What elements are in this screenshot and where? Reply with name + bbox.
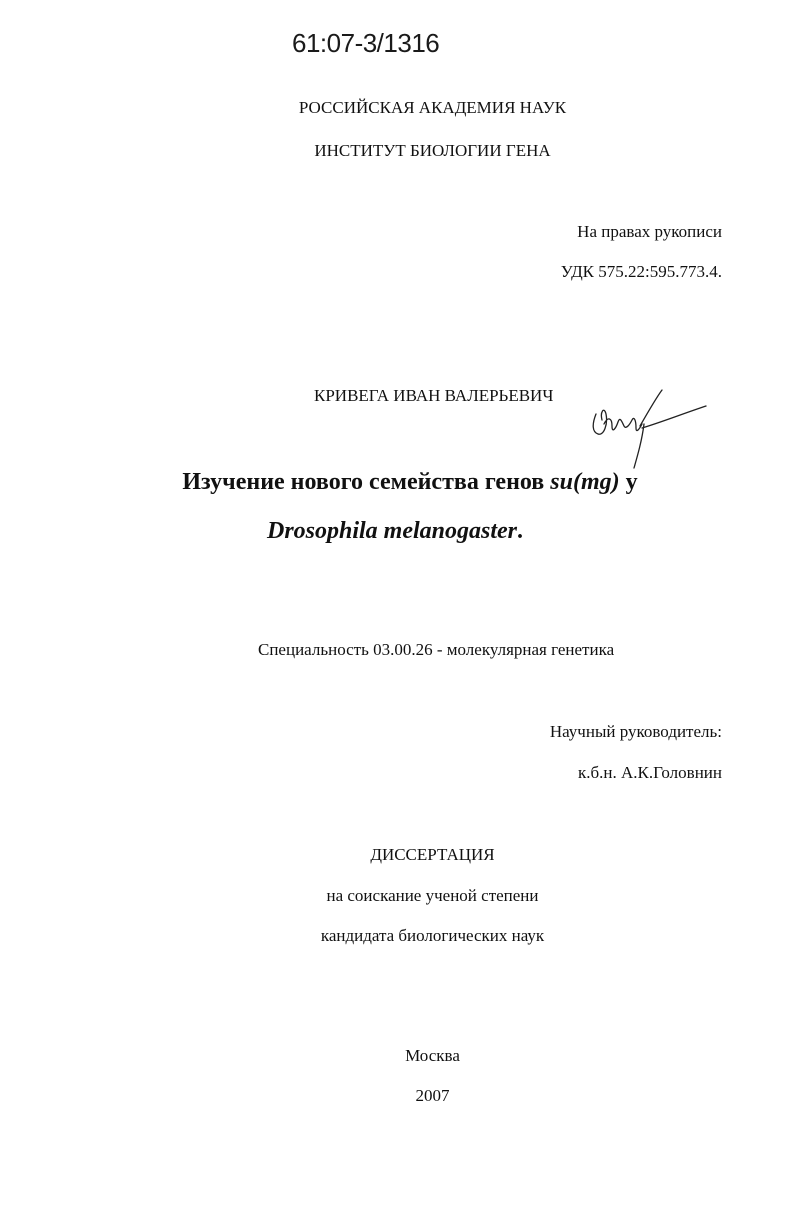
- udk-code: УДК 575.22:595.773.4.: [560, 262, 722, 281]
- dissertation-title-line1: [0, 469, 795, 496]
- title-suffix: у: [619, 469, 638, 495]
- archive-code: 61:07-3/1316: [292, 28, 440, 58]
- year: 2007: [415, 1086, 450, 1105]
- manuscript-rights: На правах рукописи: [577, 222, 722, 241]
- dissertation-title-line2: [0, 518, 790, 545]
- species-name: Drosophila melanogaster: [266, 518, 518, 544]
- institute-name: ИНСТИТУТ БИОЛОГИИ ГЕНА: [314, 141, 551, 160]
- city: Москва: [405, 1046, 460, 1065]
- degree-line-1: на соискание ученой степени: [326, 886, 539, 905]
- supervisor-name: к.б.н. А.К.Головнин: [577, 763, 722, 782]
- title-period: .: [517, 518, 524, 544]
- handwritten-signature: [582, 384, 712, 474]
- dissertation-heading: ДИССЕРТАЦИЯ: [370, 845, 495, 864]
- academy-name: РОССИЙСКАЯ АКАДЕМИЯ НАУК: [298, 98, 567, 117]
- gene-name: su(mg): [550, 469, 620, 495]
- degree-line-2: кандидата биологических наук: [320, 926, 545, 945]
- title-prefix: Изучение нового семейства генов: [182, 469, 551, 495]
- specialty: Специальность 03.00.26 - молекулярная генетика: [258, 640, 615, 659]
- supervisor-label: Научный руководитель:: [549, 722, 722, 741]
- author-name: КРИВЕГА ИВАН ВАЛЕРЬЕВИЧ: [314, 386, 554, 405]
